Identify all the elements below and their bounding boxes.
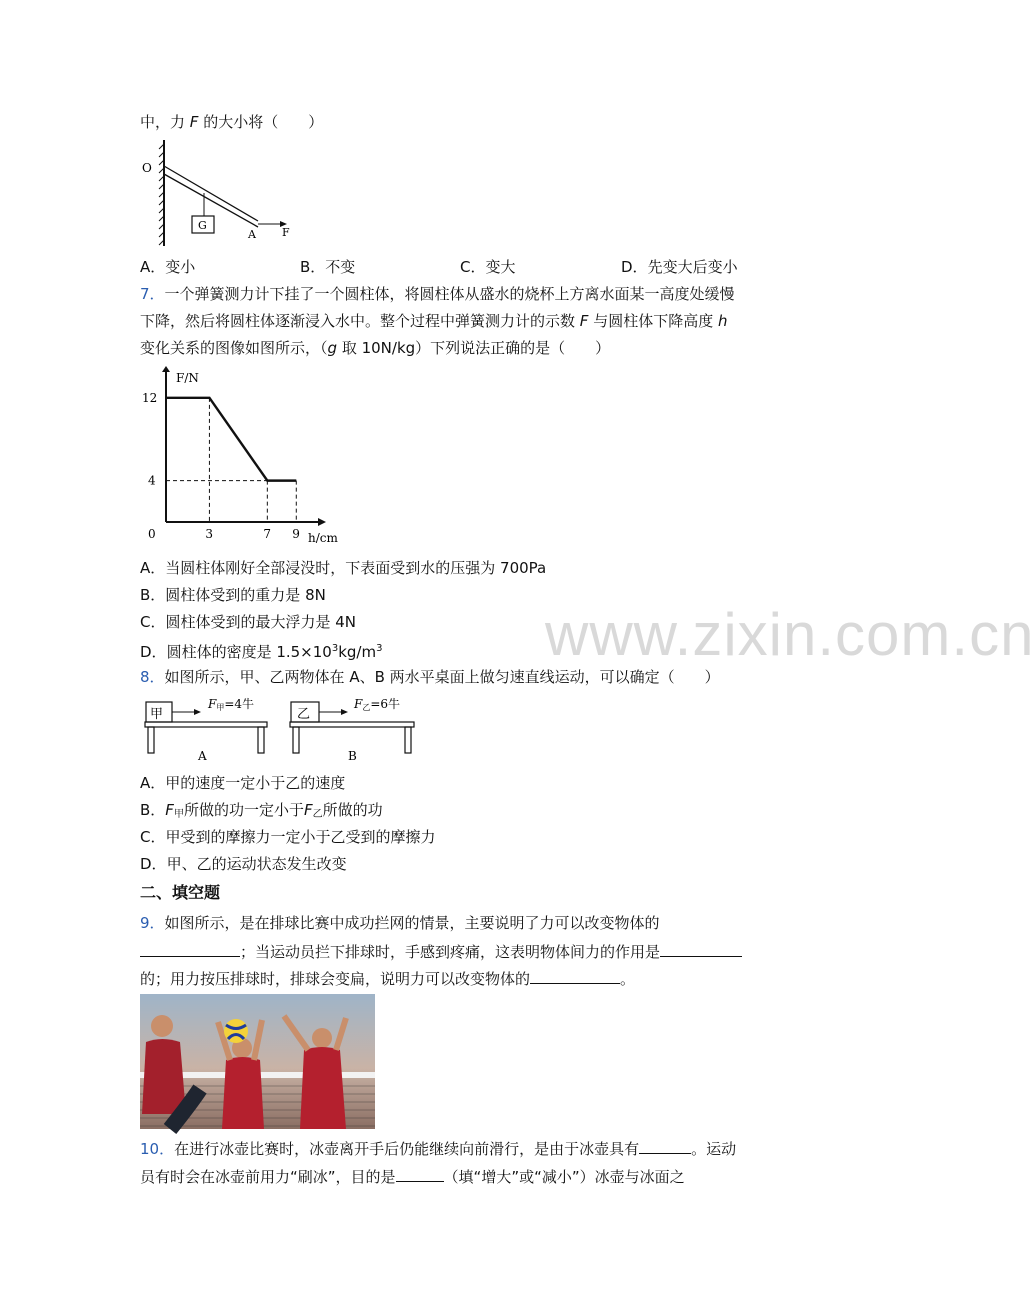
q9-stem-line1: 9．如图所示，是在排球比赛中成功拦网的情景，主要说明了力可以改变物体的 [140, 914, 660, 932]
volleyball-block-photo [140, 994, 375, 1129]
svg-text:F甲=4牛: F甲=4牛 [208, 697, 255, 712]
q6-option-d[interactable]: D．先变大后变小 [621, 258, 738, 276]
box-label-yi: 乙 [297, 707, 311, 722]
q10-blank-2[interactable] [396, 1165, 444, 1182]
q8-option-b[interactable]: B．$F_甲$所做的功一定小于$F_乙$所做的功 [140, 801, 383, 820]
q7-stem-line2: 下降，然后将圆柱体逐渐浸入水中。整个过程中弹簧测力计的示数 F 与圆柱体下降高度 h [140, 312, 728, 330]
svg-text:F乙=6牛: F乙=6牛 [354, 697, 401, 712]
y-axis-label: F/N [176, 371, 199, 385]
q10-stem-line1: 10．在进行冰壶比赛时，冰壶离开手后仍能继续向前滑行，是由于冰壶具有 。运动 [140, 1137, 736, 1160]
q6-lever-figure [140, 138, 300, 250]
q8-option-a[interactable]: A．甲的速度一定小于乙的速度 [140, 774, 346, 792]
x-tick-7: 7 [263, 527, 271, 541]
q9-stem-line2: ；当运动员拦下排球时，手感到疼痛，这表明物体间力的作用是 [140, 940, 742, 963]
y-tick-4: 4 [148, 473, 156, 488]
force-height-chart [140, 366, 340, 546]
q8-stem: 8．如图所示，甲、乙两物体在 A、B 两水平桌面上做匀速直线运动，可以确定（ ） [140, 668, 720, 686]
q6-option-c[interactable]: C．变大 [460, 258, 516, 276]
x-tick-3: 3 [205, 527, 214, 541]
q7-stem-line3: 变化关系的图像如图所示，（g 取 10N/kg）下列说法正确的是（ ） [140, 339, 611, 357]
x-axis-arrow [318, 518, 326, 526]
q7-option-b[interactable]: B．圆柱体受到的重力是 8N [140, 586, 326, 604]
q9-stem-line3: 的；用力按压排球时，排球会变扁，说明力可以改变物体的 。 [140, 967, 635, 990]
q7-option-d[interactable]: D．圆柱体的密度是 $1.5\times 10^3kg/m^3$ [140, 643, 383, 661]
force-curve [166, 398, 296, 481]
q7-option-c[interactable]: C．圆柱体受到的最大浮力是 4N [140, 613, 357, 631]
force-label-f: F [282, 226, 290, 239]
x-tick-9: 9 [292, 527, 300, 541]
x-tick-0: 0 [148, 527, 156, 541]
table-label-a: A [198, 749, 207, 763]
weight-label-g: G [198, 219, 207, 232]
q7-option-a[interactable]: A．当圆柱体刚好全部浸没时，下表面受到水的压强为 700Pa [140, 559, 547, 577]
q10-blank-1[interactable] [639, 1137, 691, 1154]
watermark-text: www.zixin.com.cn [545, 601, 1034, 668]
pivot-label-o: O [142, 161, 152, 175]
x-axis-label: h/cm [308, 531, 338, 545]
q8-option-c[interactable]: C．甲受到的摩擦力一定小于乙受到的摩擦力 [140, 828, 436, 846]
point-label-a: A [248, 228, 256, 241]
q6-option-a[interactable]: A．变小 [140, 258, 196, 276]
y-axis-arrow [162, 366, 170, 372]
section-title-fill-in: 二、填空题 [140, 883, 221, 902]
q10-stem-line2: 员有时会在冰壶前用力“刷冰”，目的是 （填“增大”或“减小”）冰壶与冰面之 [140, 1165, 685, 1188]
q9-blank-3[interactable] [530, 967, 620, 984]
q8-option-d[interactable]: D．甲、乙的运动状态发生改变 [140, 855, 347, 873]
q9-blank-1[interactable] [140, 940, 240, 957]
y-tick-12: 12 [142, 390, 158, 405]
box-label-jia: 甲 [150, 707, 164, 722]
q6-option-b[interactable]: B．不变 [300, 258, 356, 276]
table-label-b: B [348, 749, 357, 763]
q9-blank-2[interactable] [660, 940, 742, 957]
q6-stem-tail: 中，力 F 的大小将（ ） [140, 113, 324, 131]
q7-stem-line1: 7．一个弹簧测力计下挂了一个圆柱体，将圆柱体从盛水的烧杯上方离水面某一高度处缓慢 [140, 285, 735, 303]
q8-tables-figure [140, 694, 430, 768]
